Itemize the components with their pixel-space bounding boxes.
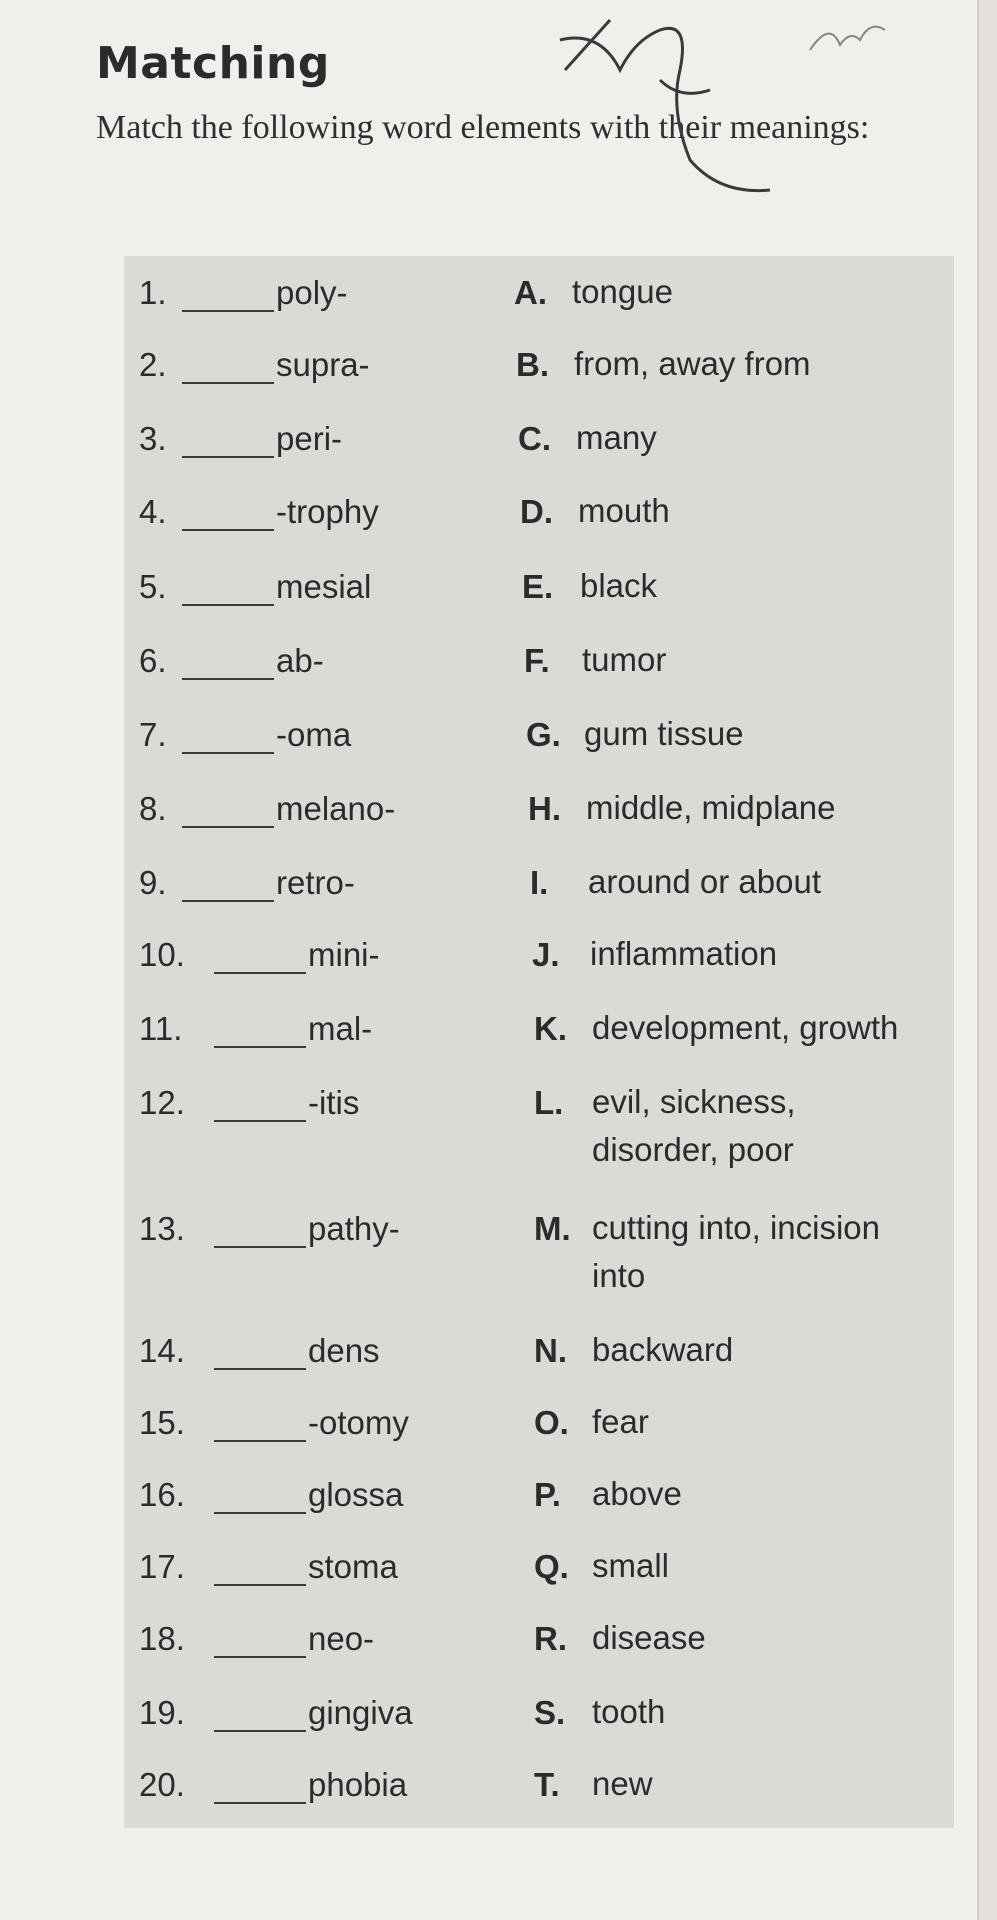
item-number: 2.	[139, 346, 167, 383]
item-number: 1.	[139, 274, 167, 311]
word-element: glossa	[308, 1476, 404, 1513]
word-element: dens	[308, 1332, 380, 1369]
meaning-text: many	[576, 419, 657, 456]
item-number: 11.	[139, 1010, 183, 1047]
meaning-letter: R.	[534, 1620, 567, 1657]
item-number: 15.	[139, 1404, 185, 1441]
meaning-letter: B.	[516, 346, 549, 383]
meaning-text: inflammation	[590, 935, 778, 972]
item-number: 10.	[139, 936, 185, 973]
answer-blank[interactable]	[214, 1626, 306, 1658]
answer-blank[interactable]	[214, 1016, 306, 1048]
meaning-text: fear	[592, 1403, 649, 1440]
word-element: -itis	[308, 1084, 360, 1121]
item-number: 19.	[139, 1694, 185, 1731]
word-element: melano-	[276, 790, 396, 827]
meaning-letter: J.	[532, 936, 560, 973]
meaning-letter: Q.	[534, 1548, 569, 1585]
answer-blank[interactable]	[214, 1772, 306, 1804]
word-element: peri-	[276, 420, 343, 457]
answer-blank[interactable]	[182, 426, 274, 458]
meaning-text: new	[592, 1765, 653, 1802]
answer-blank[interactable]	[182, 280, 274, 312]
matching-panel	[124, 256, 954, 1828]
item-number: 16.	[139, 1476, 185, 1513]
meaning-letter: M.	[534, 1210, 571, 1247]
meaning-letter: E.	[522, 568, 554, 605]
answer-blank[interactable]	[214, 1090, 306, 1122]
meaning-letter: K.	[534, 1010, 567, 1047]
answer-blank[interactable]	[182, 499, 274, 531]
word-element: mesial	[276, 568, 372, 605]
item-number: 4.	[139, 493, 167, 530]
meaning-letter: I.	[530, 864, 549, 901]
answer-blank[interactable]	[214, 942, 306, 974]
page-edge	[977, 0, 997, 1920]
item-number: 7.	[139, 716, 167, 753]
word-element: gingiva	[308, 1694, 413, 1731]
answer-blank[interactable]	[214, 1338, 306, 1370]
meaning-letter: N.	[534, 1332, 567, 1369]
meaning-text: gum tissue	[584, 715, 744, 752]
answer-blank[interactable]	[182, 870, 274, 902]
item-number: 12.	[139, 1084, 185, 1121]
meaning-text: evil, sickness, disorder, poor	[592, 1083, 796, 1168]
meaning-letter: F.	[524, 642, 550, 679]
word-element: -otomy	[308, 1404, 409, 1441]
item-number: 13.	[139, 1210, 185, 1247]
meaning-text: tongue	[572, 273, 673, 310]
section-title: Matching	[96, 38, 330, 89]
item-number: 9.	[139, 864, 167, 901]
item-number: 18.	[139, 1620, 185, 1657]
instructions: Match the following word elements with their meanings:	[96, 109, 870, 146]
word-element: pathy-	[308, 1210, 400, 1247]
item-number: 8.	[139, 790, 167, 827]
item-number: 5.	[139, 568, 167, 605]
answer-blank[interactable]	[214, 1554, 306, 1586]
word-element: phobia	[308, 1766, 408, 1803]
word-element: ab-	[276, 642, 324, 679]
meaning-text: from, away from	[574, 345, 811, 382]
answer-blank[interactable]	[182, 648, 274, 680]
meaning-letter: H.	[528, 790, 561, 827]
word-element: -trophy	[276, 493, 379, 530]
meaning-text: tumor	[582, 641, 667, 678]
answer-blank[interactable]	[214, 1482, 306, 1514]
meaning-text: mouth	[578, 492, 670, 529]
meaning-text: small	[592, 1547, 670, 1584]
answer-blank[interactable]	[182, 722, 274, 754]
answer-blank[interactable]	[182, 796, 274, 828]
handwritten-scribble	[540, 0, 960, 210]
meaning-text: above	[592, 1475, 682, 1512]
meaning-text: backward	[592, 1331, 734, 1368]
word-element: supra-	[276, 346, 370, 383]
word-element: poly-	[276, 274, 348, 311]
item-number: 20.	[139, 1766, 185, 1803]
meaning-text: around or about	[588, 863, 822, 900]
meaning-text: development, growth	[592, 1009, 899, 1046]
answer-blank[interactable]	[214, 1216, 306, 1248]
answer-blank[interactable]	[214, 1700, 306, 1732]
word-element: -oma	[276, 716, 352, 753]
meaning-letter: P.	[534, 1476, 561, 1513]
meaning-letter: G.	[526, 716, 561, 753]
meaning-text: black	[580, 567, 658, 604]
item-number: 17.	[139, 1548, 185, 1585]
word-element: mini-	[308, 936, 380, 973]
meaning-letter: L.	[534, 1084, 564, 1121]
meaning-letter: S.	[534, 1694, 566, 1731]
meaning-letter: D.	[520, 493, 553, 530]
word-element: mal-	[308, 1010, 373, 1047]
item-number: 14.	[139, 1332, 185, 1369]
meaning-letter: O.	[534, 1404, 569, 1441]
meaning-letter: T.	[534, 1766, 560, 1803]
meaning-letter: A.	[514, 274, 547, 311]
answer-blank[interactable]	[182, 352, 274, 384]
meaning-text: disease	[592, 1619, 706, 1656]
word-element: retro-	[276, 864, 355, 901]
answer-blank[interactable]	[182, 574, 274, 606]
answer-blank[interactable]	[214, 1410, 306, 1442]
item-number: 6.	[139, 642, 167, 679]
meaning-letter: C.	[518, 420, 551, 457]
item-number: 3.	[139, 420, 167, 457]
meaning-text: tooth	[592, 1693, 666, 1730]
word-element: stoma	[308, 1548, 398, 1585]
meaning-text: cutting into, incision into	[592, 1209, 880, 1294]
meaning-text: middle, midplane	[586, 789, 836, 826]
word-element: neo-	[308, 1620, 375, 1657]
